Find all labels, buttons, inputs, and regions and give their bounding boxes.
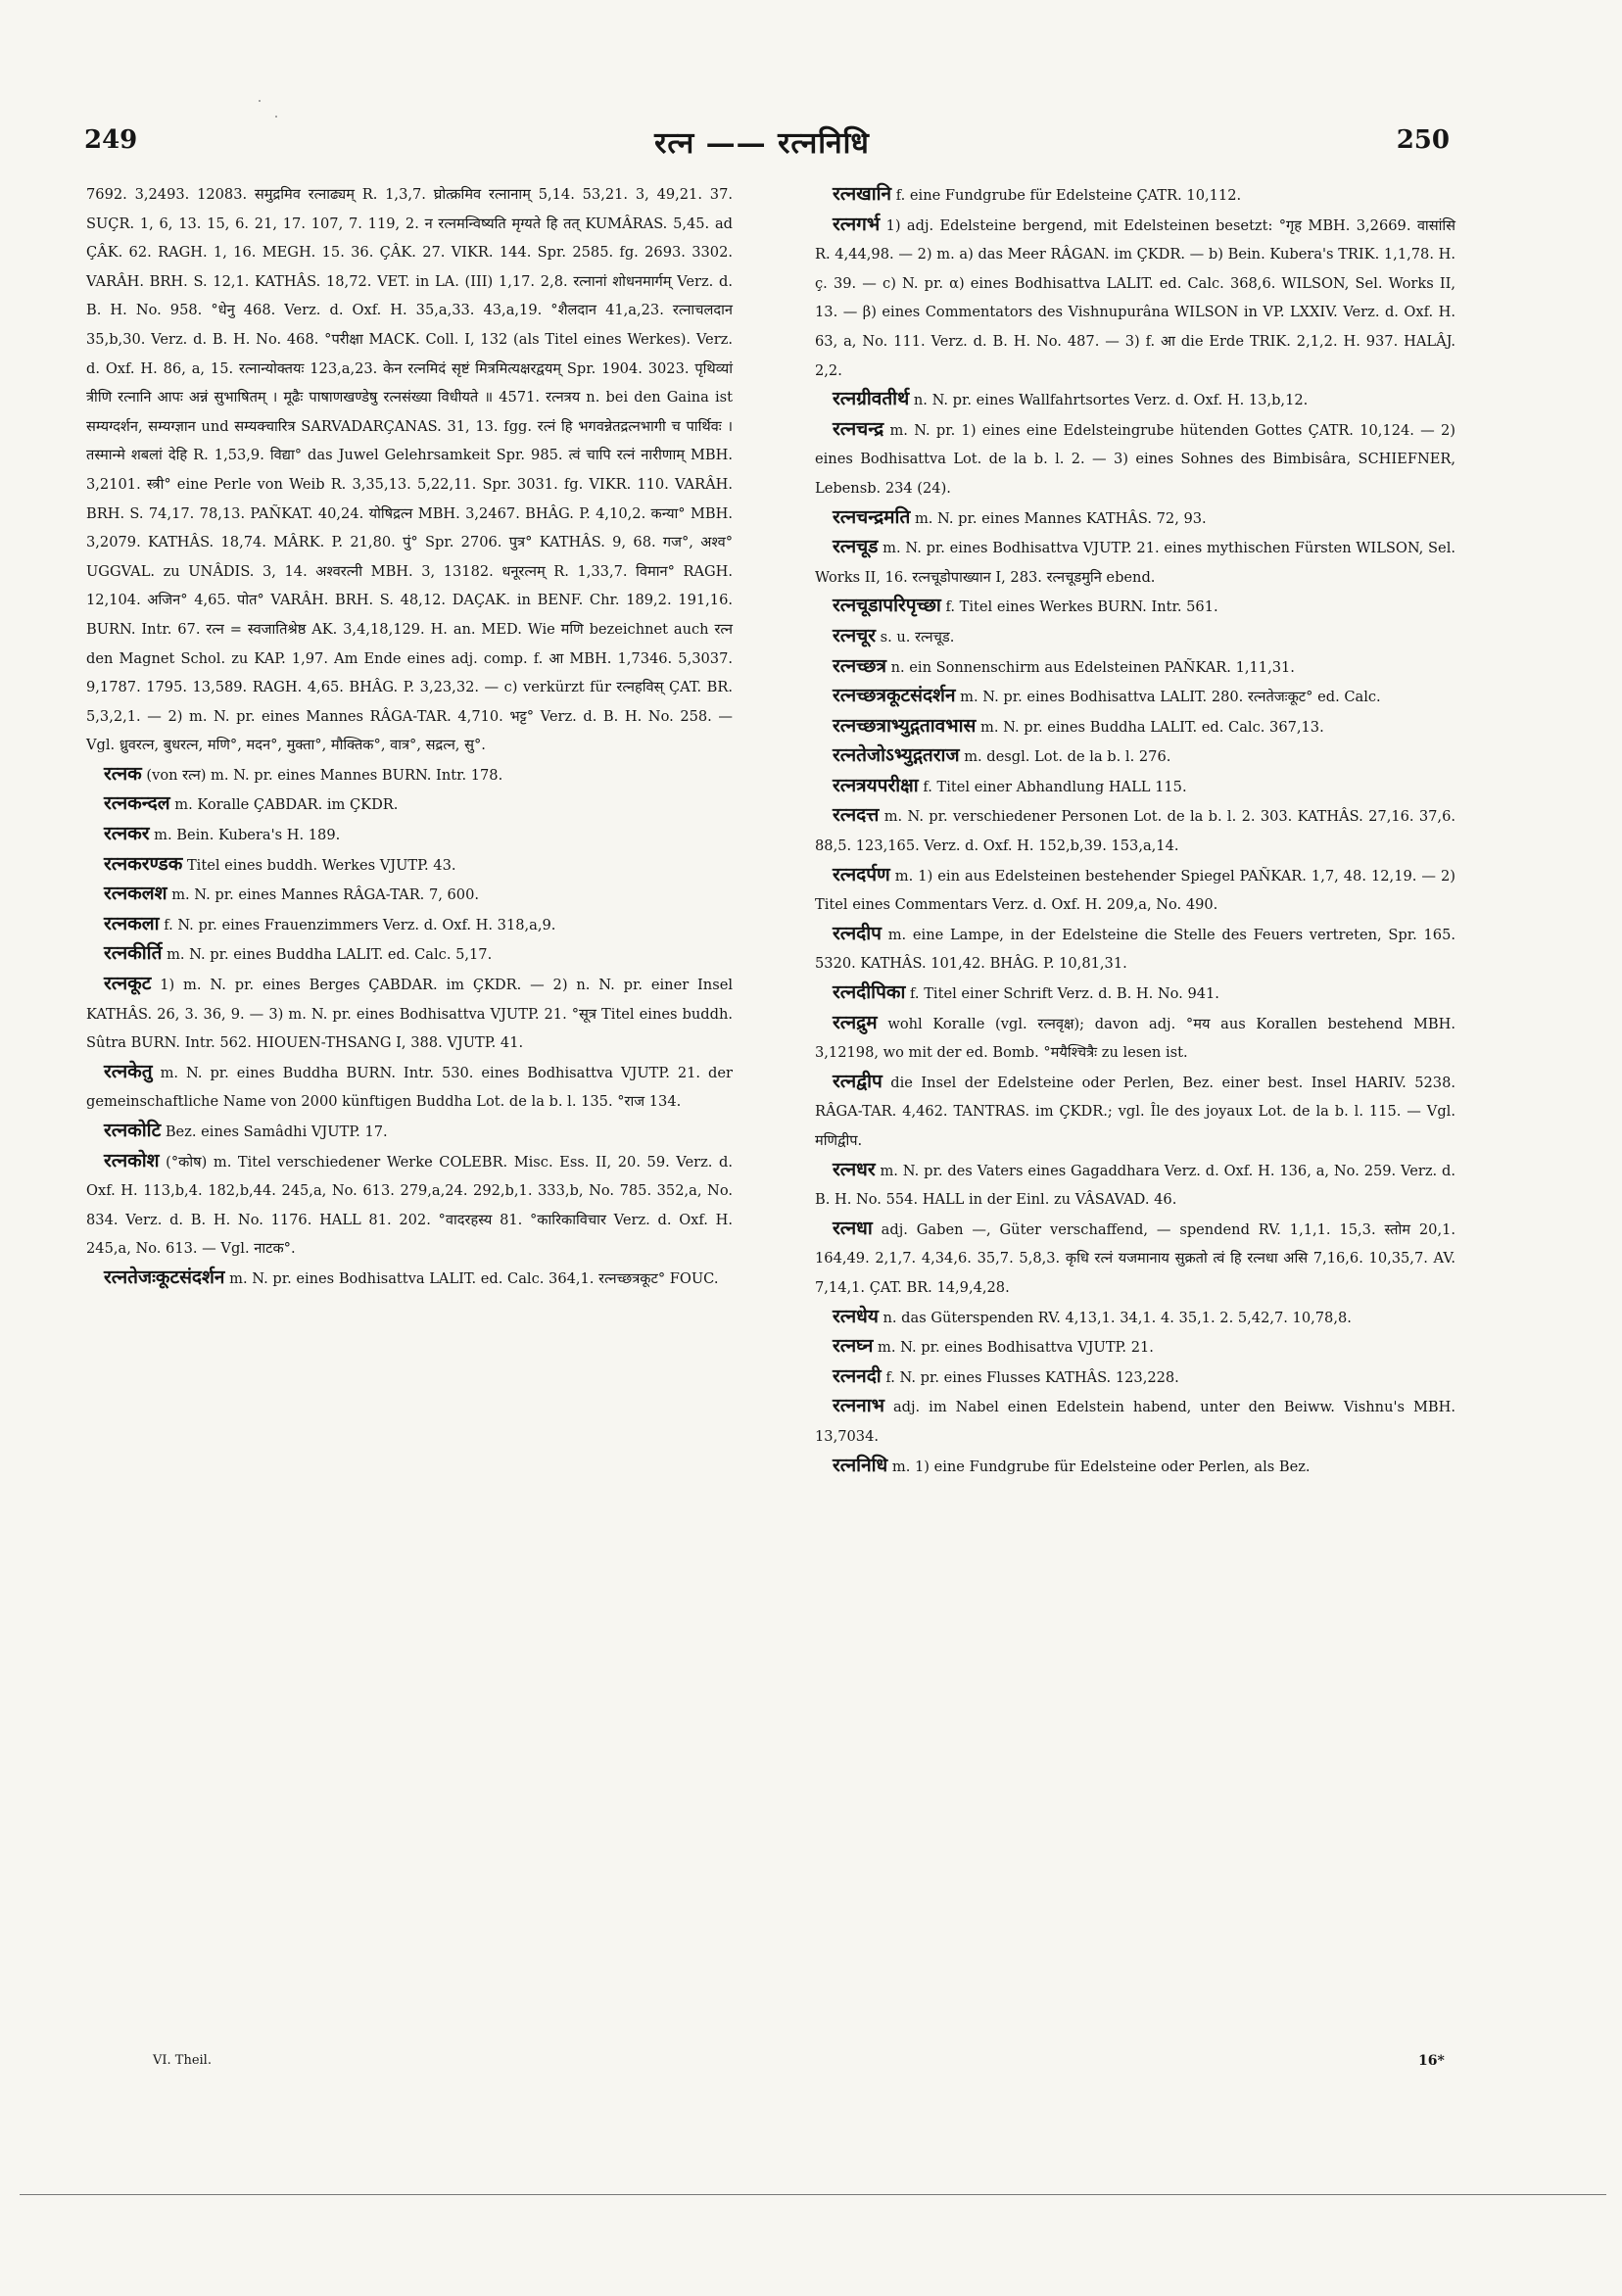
entry-headword: रत्नचन्द्र: [833, 417, 884, 440]
entry-headword: रत्नचूडापरिपृच्छा: [833, 595, 941, 617]
entry-headword: रत्ननदी: [833, 1364, 882, 1387]
signature-mark: 16*: [1418, 2053, 1445, 2069]
dictionary-entry: [86, 880, 733, 910]
entry-headword: रत्ननिधि: [833, 1454, 888, 1476]
dictionary-entry: [815, 1332, 1455, 1363]
left-column: [86, 180, 733, 1294]
entry-text: n. das Güterspenden RV. 4,13,1. 34,1. 4. 35,1. 2. 5,42,7. 10,78,8.: [883, 1309, 1352, 1326]
entry-text: m. N. pr. eines Buddha BURN. Intr. 530. eines Bodhisattva VJUTP. 21. der gemeinschaftliche Name von 2000 künftigen Buddha Lot. de la b. l. 135. °राज 134.: [86, 1064, 733, 1111]
dictionary-entry: [815, 1215, 1455, 1303]
entry-headword: रत्नदीपिका: [833, 981, 906, 1004]
dictionary-entry: [815, 592, 1455, 622]
entry-text: m. N. pr. eines Mannes KATHÂS. 72, 93.: [914, 509, 1207, 527]
entry-text: m. N. pr. eines Bodhisattva VJUTP. 21. eines mythischen Fürsten WILSON, Sel. Works II, 16. रत्नचूडोपाख्यान I, 283. रत्नचूडमुनि ebend.: [815, 540, 1455, 586]
entry-text: m. eine Lampe, in der Edelsteine die Stelle des Feuers vertreten, Spr. 165. 5320. KATHÂS. 101,42. BHÂG. P. 10,81,31.: [815, 926, 1455, 973]
entry-text: wohl Koralle (vgl. रत्नवृक्ष); davon adj. °मय aus Korallen bestehend MBH. 3,12198, wo mit der ed. Bomb. °मयैश्चित्रैः zu lesen ist.: [815, 1015, 1455, 1062]
entry-headword: रत्नकला: [104, 912, 160, 934]
right-column: [815, 180, 1455, 1481]
entry-headword: रत्नकरण्डक: [104, 852, 183, 875]
entry-headword: रत्नच्छत्राभ्युद्गतावभास: [833, 714, 977, 737]
entry-text: die Insel der Edelsteine oder Perlen, Bez. einer best. Insel HARIV. 5238. RÂGA-TAR. 4,462. TANTRAS. im ÇKDR.; vgl. Île des joyaux Lot. de la b. l. 115. — Vgl. मणिद्वीप.: [815, 1074, 1455, 1149]
page-number-right: 250: [1396, 125, 1450, 155]
entry-text: f. Titel einer Schrift Verz. d. B. H. No. 941.: [910, 985, 1219, 1003]
entry-headword: रत्नचूड: [833, 536, 879, 558]
entry-text: m. 1) ein aus Edelsteinen bestehender Spiegel PAÑKAR. 1,7, 48. 12,19. — 2) Titel eines Commentars Verz. d. Oxf. H. 209,a, No. 490.: [815, 867, 1455, 914]
dictionary-entry: [815, 1303, 1455, 1333]
entry-headword: रत्नद्वीप: [833, 1070, 883, 1092]
entry-headword: रत्नकोटि: [104, 1120, 162, 1141]
page-header: [74, 125, 1450, 165]
entry-text: 7692. 3,2493. 12083. समुद्रमिव रत्नाढ्यम् R. 1,3,7. घ्रोत्क्रमिव रत्नानाम् 5,14. 53,21. 3, 49,21. 37. SUÇR. 1, 6, 13. 15, 6. 21, 17. 107, 7. 119, 2. न रत्नमन्विष्यति मृग्यते हि तत् KUMÂRAS. 5,45. ad ÇÂK. 62. RAGH. 1, 16. MEGH. 15. 36. ÇÂK. 27. VIKR. 144. Spr. 2585. fg. 2693. 3302. VARÂH. BRH. S. 12,1. KATHÂS. 18,72. VET. in LA. (III) 1,17. 2,8. रत्नानां शोधनमार्गम् Verz. d. B. H. No. 958. °धेनु 468. Verz. d. Oxf. H. 35,a,33. 43,a,19. °शैलदान 41,a,23. रत्नाचलदान 35,b,30. Verz. d. B. H. No. 468. °परीक्षा MACK. Coll. I, 132 (als Titel eines Werkes). Verz. d. Oxf. H. 86, a, 15. रत्नान्योक्तयः 123,a,23. केन रत्नमिदं सृष्टं मित्रमित्यक्षरद्वयम् Spr. 1904. 3023. पृथिव्यां त्रीणि रत्नानि आपः अन्नं सुभाषितम् । मूढैः पाषाणखण्डेषु रत्नसंख्या विधीयते ॥ 4571. रत्नत्रय n. bei den Gaina ist सम्यग्दर्शन, सम्यग्ज्ञान und सम्यक्चारित्र SARVADARÇANAS. 31, 13. fgg. रत्नं हि भगवन्नेतद्रत्नभागी च पार्थिवः । तस्मान्मे शबलां देहि R. 1,53,9. विद्या° das Juwel Gelehrsamkeit Spr. 985. त्वं चापि रत्नं नारीणाम् MBH. 3,2101. स्त्री° eine Perle von Weib R. 3,35,13. 5,22,11. Spr. 3031. fg. VIKR. 110. VARÂH. BRH. S. 74,17. 78,13. PAÑKAT. 40,24. योषिद्रत्न MBH. 3,2467. BHÂG. P. 4,10,2. कन्या° MBH. 3,2079. KATHÂS. 18,74. MÂRK. P. 21,80. पुं° Spr. 2706. पुत्र° KATHÂS. 9, 68. गज°, अश्व° UGGVAL. zu UNÂDIS. 3, 14. अश्वरत्नी MBH. 3, 13182. धनूरत्नम् R. 1,33,7. विमान° RAGH. 12,104. अजिन° 4,65. पोत° VARÂH. BRH. S. 48,12. DAÇAK. in BENF. Chr. 189,2. 191,16. BURN. Intr. 67. रत्न = स्वजातिश्रेष्ठ AK. 3,4,18,129. H. an. MED. Wie मणि bezeichnet auch रत्न den Magnet Schol. zu KAP. 1,97. Am Ende eines adj. comp. f. आ MBH. 1,7346. 5,3037. 9,1787. 1795. 13,589. RAGH. 4,65. BHÂG. P. 3,23,32. — c) verkürzt für रत्नहविस् ÇAT. BR. 5,3,2,1. — 2) m. N. pr. eines Mannes RÂGA-TAR. 4,710. भट्ट° Verz. d. B. H. No. 258. — Vgl. ध्रुवरत्न, बुधरत्न, मणि°, मदन°, मुक्ता°, मौक्तिक°, वात्र°, सद्रत्न, सु°.: [86, 186, 733, 754]
dictionary-entry: [86, 1058, 733, 1117]
dictionary-entry: [815, 180, 1455, 211]
entry-text: n. ein Sonnenschirm aus Edelsteinen PAÑKAR. 1,11,31.: [890, 658, 1295, 676]
entry-text: m. N. pr. eines Mannes RÂGA-TAR. 7, 600.: [171, 886, 480, 904]
dictionary-entry: [815, 1392, 1455, 1451]
dictionary-entry: [815, 741, 1455, 772]
dictionary-entry: [86, 180, 733, 760]
entry-text: m. N. pr. des Vaters eines Gagaddhara Verz. d. Oxf. H. 136, a, No. 259. Verz. d. B. H. No. 554. HALL in der Einl. zu VÂSAVAD. 46.: [815, 1162, 1456, 1209]
entry-headword: रत्नखानि: [833, 183, 892, 205]
entry-text: Bez. eines Samâdhi VJUTP. 17.: [165, 1124, 388, 1140]
entry-text: m. N. pr. eines Bodhisattva VJUTP. 21.: [878, 1339, 1154, 1357]
dictionary-entry: [86, 939, 733, 970]
dictionary-entry: [815, 1068, 1455, 1156]
entry-text: f. Titel einer Abhandlung HALL 115.: [923, 778, 1187, 795]
entry-headword: रत्नदत्त: [833, 804, 880, 827]
entry-headword: रत्नत्रयपरीक्षा: [833, 774, 919, 796]
entry-text: f. N. pr. eines Flusses KATHÂS. 123,228.: [885, 1368, 1179, 1386]
entry-headword: रत्नतेजःकूटसंदर्शन: [104, 1266, 225, 1288]
entry-text: m. N. pr. eines Bodhisattva LALIT. ed. Calc. 364,1. रत्नच्छत्रकूट° FOUC.: [229, 1269, 719, 1287]
dictionary-entry: [815, 801, 1455, 860]
entry-headword: रत्नग्रीवतीर्थ: [833, 388, 910, 410]
dictionary-entry: [815, 533, 1455, 592]
dictionary-entry: [815, 920, 1455, 979]
entry-headword: रत्नकेतु: [104, 1060, 153, 1082]
entry-text: n. N. pr. eines Wallfahrtsortes Verz. d. Oxf. H. 13,b,12.: [913, 392, 1309, 409]
entry-headword: रत्नद्रुम: [833, 1011, 878, 1033]
entry-headword: रत्नकीर्ति: [104, 942, 163, 965]
entry-headword: रत्नच्छत्रकूटसंदर्शन: [833, 685, 956, 707]
paper-speck: [275, 116, 277, 118]
entry-headword: रत्नधा: [833, 1217, 873, 1239]
entry-headword: रत्नकर: [104, 823, 150, 845]
dictionary-entry: [815, 1009, 1455, 1068]
dictionary-entry: [86, 760, 733, 790]
entry-headword: रत्नकलश: [104, 883, 167, 905]
dictionary-entry: [815, 503, 1455, 534]
entry-text: (von रत्न) m. N. pr. eines Mannes BURN. Intr. 178.: [146, 766, 503, 784]
entry-text: m. N. pr. eines Buddha LALIT. ed. Calc. 367,13.: [980, 718, 1324, 736]
volume-note: VI. Theil.: [153, 2053, 212, 2068]
entry-text: 1) m. N. pr. eines Berges ÇABDAR. im ÇKDR. — 2) n. N. pr. einer Insel KATHÂS. 26, 3. 36, 9. — 3) m. N. pr. eines Bodhisattva VJUTP. 21. °सूत्र Titel eines buddh. Sûtra BURN. Intr. 562. HIOUEN-THSANG I, 388. VJUTP. 41.: [86, 977, 733, 1052]
dictionary-entry: [815, 622, 1455, 652]
entry-text: Titel eines buddh. Werkes VJUTP. 43.: [186, 856, 456, 874]
dictionary-entry: [815, 1452, 1455, 1482]
dictionary-entry: [815, 861, 1455, 920]
dictionary-entry: [815, 979, 1455, 1009]
entry-headword: रत्नकन्दल: [104, 792, 170, 815]
entry-text: m. N. pr. eines Bodhisattva LALIT. 280. रत्नतेजःकूट° ed. Calc.: [960, 689, 1381, 706]
entry-text: f. eine Fundgrube für Edelsteine ÇATR. 10,112.: [895, 187, 1242, 204]
dictionary-entry: [86, 1264, 733, 1294]
entry-headword: रत्ननाभ: [833, 1395, 884, 1417]
entry-text: f. N. pr. eines Frauenzimmers Verz. d. Oxf. H. 318,a,9.: [164, 916, 556, 933]
dictionary-entry: [86, 970, 733, 1058]
dictionary-entry: [815, 415, 1455, 503]
page-number-left: 249: [84, 125, 138, 155]
dictionary-entry: [86, 850, 733, 881]
entry-headword: रत्नघ्न: [833, 1335, 874, 1358]
entry-headword: रत्नचन्द्रमति: [833, 505, 911, 528]
dictionary-entry: [815, 772, 1455, 802]
dictionary-entry: [815, 1156, 1455, 1215]
entry-headword: रत्नदीप: [833, 922, 882, 944]
entry-headword: रत्नचूर: [833, 624, 876, 646]
dictionary-entry: [815, 211, 1455, 386]
entry-text: adj. Gaben —, Güter verschaffend, — spendend RV. 1,1,1. 15,3. स्तोम 20,1. 164,49. 2,1,7. 4,34,6. 35,7. 5,8,3. कृधि रत्नं यजमानाय सुक्रतो त्वं हि रत्नधा असि 7,16,6. 10,35,7. AV. 7,14,1. ÇAT. BR. 14,9,4,28.: [815, 1220, 1456, 1296]
dictionary-entry: [86, 1117, 733, 1147]
entry-text: adj. im Nabel einen Edelstein habend, unter den Beiww. Vishnu's MBH. 13,7034.: [815, 1399, 1456, 1445]
dictionary-entry: [815, 712, 1455, 742]
entry-headword: रत्नक: [104, 762, 142, 785]
dictionary-entry: [815, 385, 1455, 415]
entry-text: m. desgl. Lot. de la b. l. 276.: [964, 748, 1171, 766]
entry-headword: रत्नदर्पण: [833, 863, 890, 885]
dictionary-entry: [815, 682, 1455, 712]
entry-headword: रत्नतेजोऽभ्युद्गतराज: [833, 744, 960, 767]
paper-speck: [259, 100, 261, 102]
entry-headword: रत्नच्छत्र: [833, 654, 886, 677]
entry-text: f. Titel eines Werkes BURN. Intr. 561.: [945, 598, 1218, 616]
entry-headword: रत्नधेय: [833, 1305, 879, 1327]
entry-headword: रत्नधर: [833, 1158, 876, 1180]
dictionary-entry: [815, 652, 1455, 683]
dictionary-entry: [86, 789, 733, 820]
entry-text: m. N. pr. verschiedener Personen Lot. de la b. l. 2. 303. KATHÂS. 27,16. 37,6. 88,5. 123,165. Verz. d. Oxf. H. 152,b,39. 153,a,14.: [815, 808, 1455, 855]
entry-text: m. N. pr. 1) eines eine Edelsteingrube hütenden Gottes ÇATR. 10,124. — 2) eines Bodhisattva Lot. de la b. l. 2. — 3) eines Sohnes des Bimbisâra, SCHIEFNER, Lebensb. 234 (24).: [815, 421, 1455, 497]
entry-text: m. 1) eine Fundgrube für Edelsteine oder Perlen, als Bez.: [891, 1458, 1311, 1475]
dictionary-entry: [86, 910, 733, 940]
dictionary-entry: [815, 1363, 1455, 1393]
bottom-rule: [20, 2194, 1606, 2195]
dictionary-entry: [86, 820, 733, 850]
dictionary-entry: [86, 1147, 733, 1264]
entry-text: m. Bein. Kubera's H. 189.: [154, 827, 341, 844]
entry-text: m. N. pr. eines Buddha LALIT. ed. Calc. 5,17.: [167, 946, 493, 964]
entry-headword: रत्नकूट: [104, 973, 152, 995]
entry-headword: रत्नगर्भ: [833, 213, 881, 235]
entry-text: s. u. रत्नचूड.: [880, 628, 955, 646]
entry-headword: रत्नकोश: [104, 1149, 160, 1172]
running-head: रत्न —— रत्ननिधि: [654, 126, 870, 161]
entry-text: m. Koralle ÇABDAR. im ÇKDR.: [174, 796, 399, 814]
entry-text: 1) adj. Edelsteine bergend, mit Edelsteinen besetzt: °गृह MBH. 3,2669. वासांसि R. 4,44,98. — 2) m. a) das Meer RÂGAN. im ÇKDR. — b) Bein. Kubera's TRIK. 1,1,78. H. ç. 39. — c) N. pr. α) eines Bodhisattva LALIT. ed. Calc. 368,6. WILSON, Sel. Works II, 13. — β) eines Commentators des Vishnupurâna WILSON in VP. LXXIV. Verz. d. Oxf. H. 63, a, No. 111. Verz. d. B. H. No. 487. — 3) f. आ die Erde TRIK. 2,1,2. H. 937. HALÂJ. 2,2.: [815, 216, 1456, 379]
entry-text: (°कोष) m. Titel verschiedener Werke COLEBR. Misc. Ess. II, 20. 59. Verz. d. Oxf. H. 113,b,4. 182,b,44. 245,a, No. 613. 279,a,24. 292,b,1. 333,b, No. 785. 352,a, No. 834. Verz. d. B. H. No. 1176. HALL 81. 202. °वादरहस्य 81. °कारिकाविचार Verz. d. Oxf. H. 245,a, No. 613. — Vgl. नाटक°.: [86, 1153, 734, 1258]
